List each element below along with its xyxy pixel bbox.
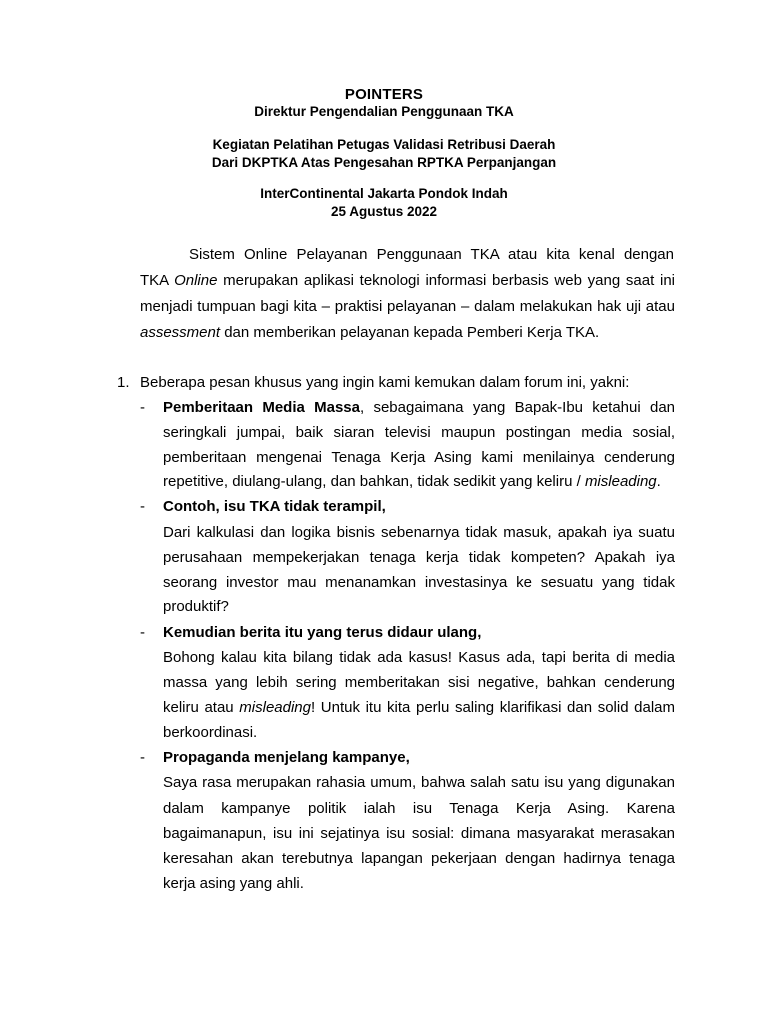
item1-line-1 [163,399,675,416]
item1-line-4 [163,473,661,490]
event-name-line2: Dari DKPTKA Atas Pengesahan RPTKA Perpanjangan [211,155,557,170]
item4-line-4: keresahan akan terebutnya lapangan pekerjaan dengan hadirnya tenaga [163,850,675,867]
item3-line-3 [163,699,675,716]
item2-heading [163,498,386,515]
item2-line-1: Dari kalkulasi dan logika bisnis sebenarnya tidak masuk, apakah iya suatu [163,524,675,541]
item3-heading [163,624,481,641]
item3-line-4: berkoordinasi. [163,724,258,741]
item4-heading-text: Propaganda menjelang kampanye, [163,749,410,766]
bullet-dash: - [140,624,145,641]
bullet-dash: - [140,399,145,416]
header-subtitle: Direktur Pengendalian Penggunaan TKA [254,104,514,119]
item2-heading-text: Contoh, isu TKA tidak terampil, [163,498,386,515]
item3-text: ! Untuk itu kita perlu saling klarifikasi dan solid dalam [311,699,676,716]
item1-text: , sebagaimana yang Bapak-Ibu ketahui dan [360,399,675,416]
intro-line-2 [140,272,675,289]
intro-emphasis: Online [174,272,218,289]
intro-text: Sistem Online Pelayanan Penggunaan TKA atau kita kenal dengan [189,246,674,263]
intro-text: dan memberikan pelayanan kepada Pemberi Kerja TKA. [220,324,600,341]
item2-line-3: seorang investor mau menanamkan investasinya ke sesuatu yang tidak [163,574,675,591]
item4-heading [163,749,410,766]
item4-line-3: bagaimanapun, isu ini sejatinya isu sosial: dimana masyarakat merasakan [163,825,675,842]
intro-emphasis: assessment [140,324,221,341]
item4-line-2: dalam kampanye politik ialah isu Tenaga Kerja Asing. Karena [163,800,675,817]
intro-line-1 [189,246,674,263]
document-title: POINTERS [344,86,424,103]
item1-emphasis: misleading [584,473,657,490]
item3-line-1: Bohong kalau kita bilang tidak ada kasus! Kasus ada, tapi berita di media [163,649,675,666]
bullet-dash: - [140,749,145,766]
intro-text: menjadi tumpuan bagi kita – praktisi pelayanan – dalam melakukan hak uji atau [140,298,675,315]
bullet-dash: - [140,498,145,515]
item3-emphasis: misleading [239,699,311,716]
list-number-1: 1. [117,374,130,391]
item4-line-5: kerja asing yang ahli. [163,875,304,892]
intro-line-4 [140,324,599,341]
item1-line-3: pemberitaan mengenai Tenaga Kerja Asing kami menilainya cenderung [163,449,675,466]
item3-text: keliru atau [163,699,240,716]
item3-heading-text: Kemudian berita itu yang terus didaur ulang, [163,624,482,641]
item1-text: . [656,473,661,490]
item2-line-4: produktif? [163,598,229,615]
intro-text: merupakan aplikasi teknologi informasi berbasis web yang saat ini [217,272,675,289]
item1-line-2: seringkali jumpai, baik siaran televisi maupun postingan media sosial, [163,424,675,441]
item3-line-2: massa yang lebih sering memberitakan sisi negative, bahkan cenderung [163,674,675,691]
item2-line-2: perusahaan mempekerjakan tenaga kerja tidak kompeten? Apakah iya [163,549,675,566]
list-lead: Beberapa pesan khusus yang ingin kami kemukan dalam forum ini, yakni: [140,374,630,391]
intro-text: TKA [140,272,175,289]
event-name-line1: Kegiatan Pelatihan Petugas Validasi Retribusi Daerah [212,137,556,152]
item1-text: repetitive, diulang-ulang, dan bahkan, tidak sedikit yang keliru / [163,473,585,490]
event-date: 25 Agustus 2022 [330,204,438,219]
item4-line-1: Saya rasa merupakan rahasia umum, bahwa salah satu isu yang digunakan [163,774,675,791]
event-venue: InterContinental Jakarta Pondok Indah [260,186,508,201]
intro-line-3 [140,298,675,315]
item1-heading: Pemberitaan Media Massa [163,399,360,416]
